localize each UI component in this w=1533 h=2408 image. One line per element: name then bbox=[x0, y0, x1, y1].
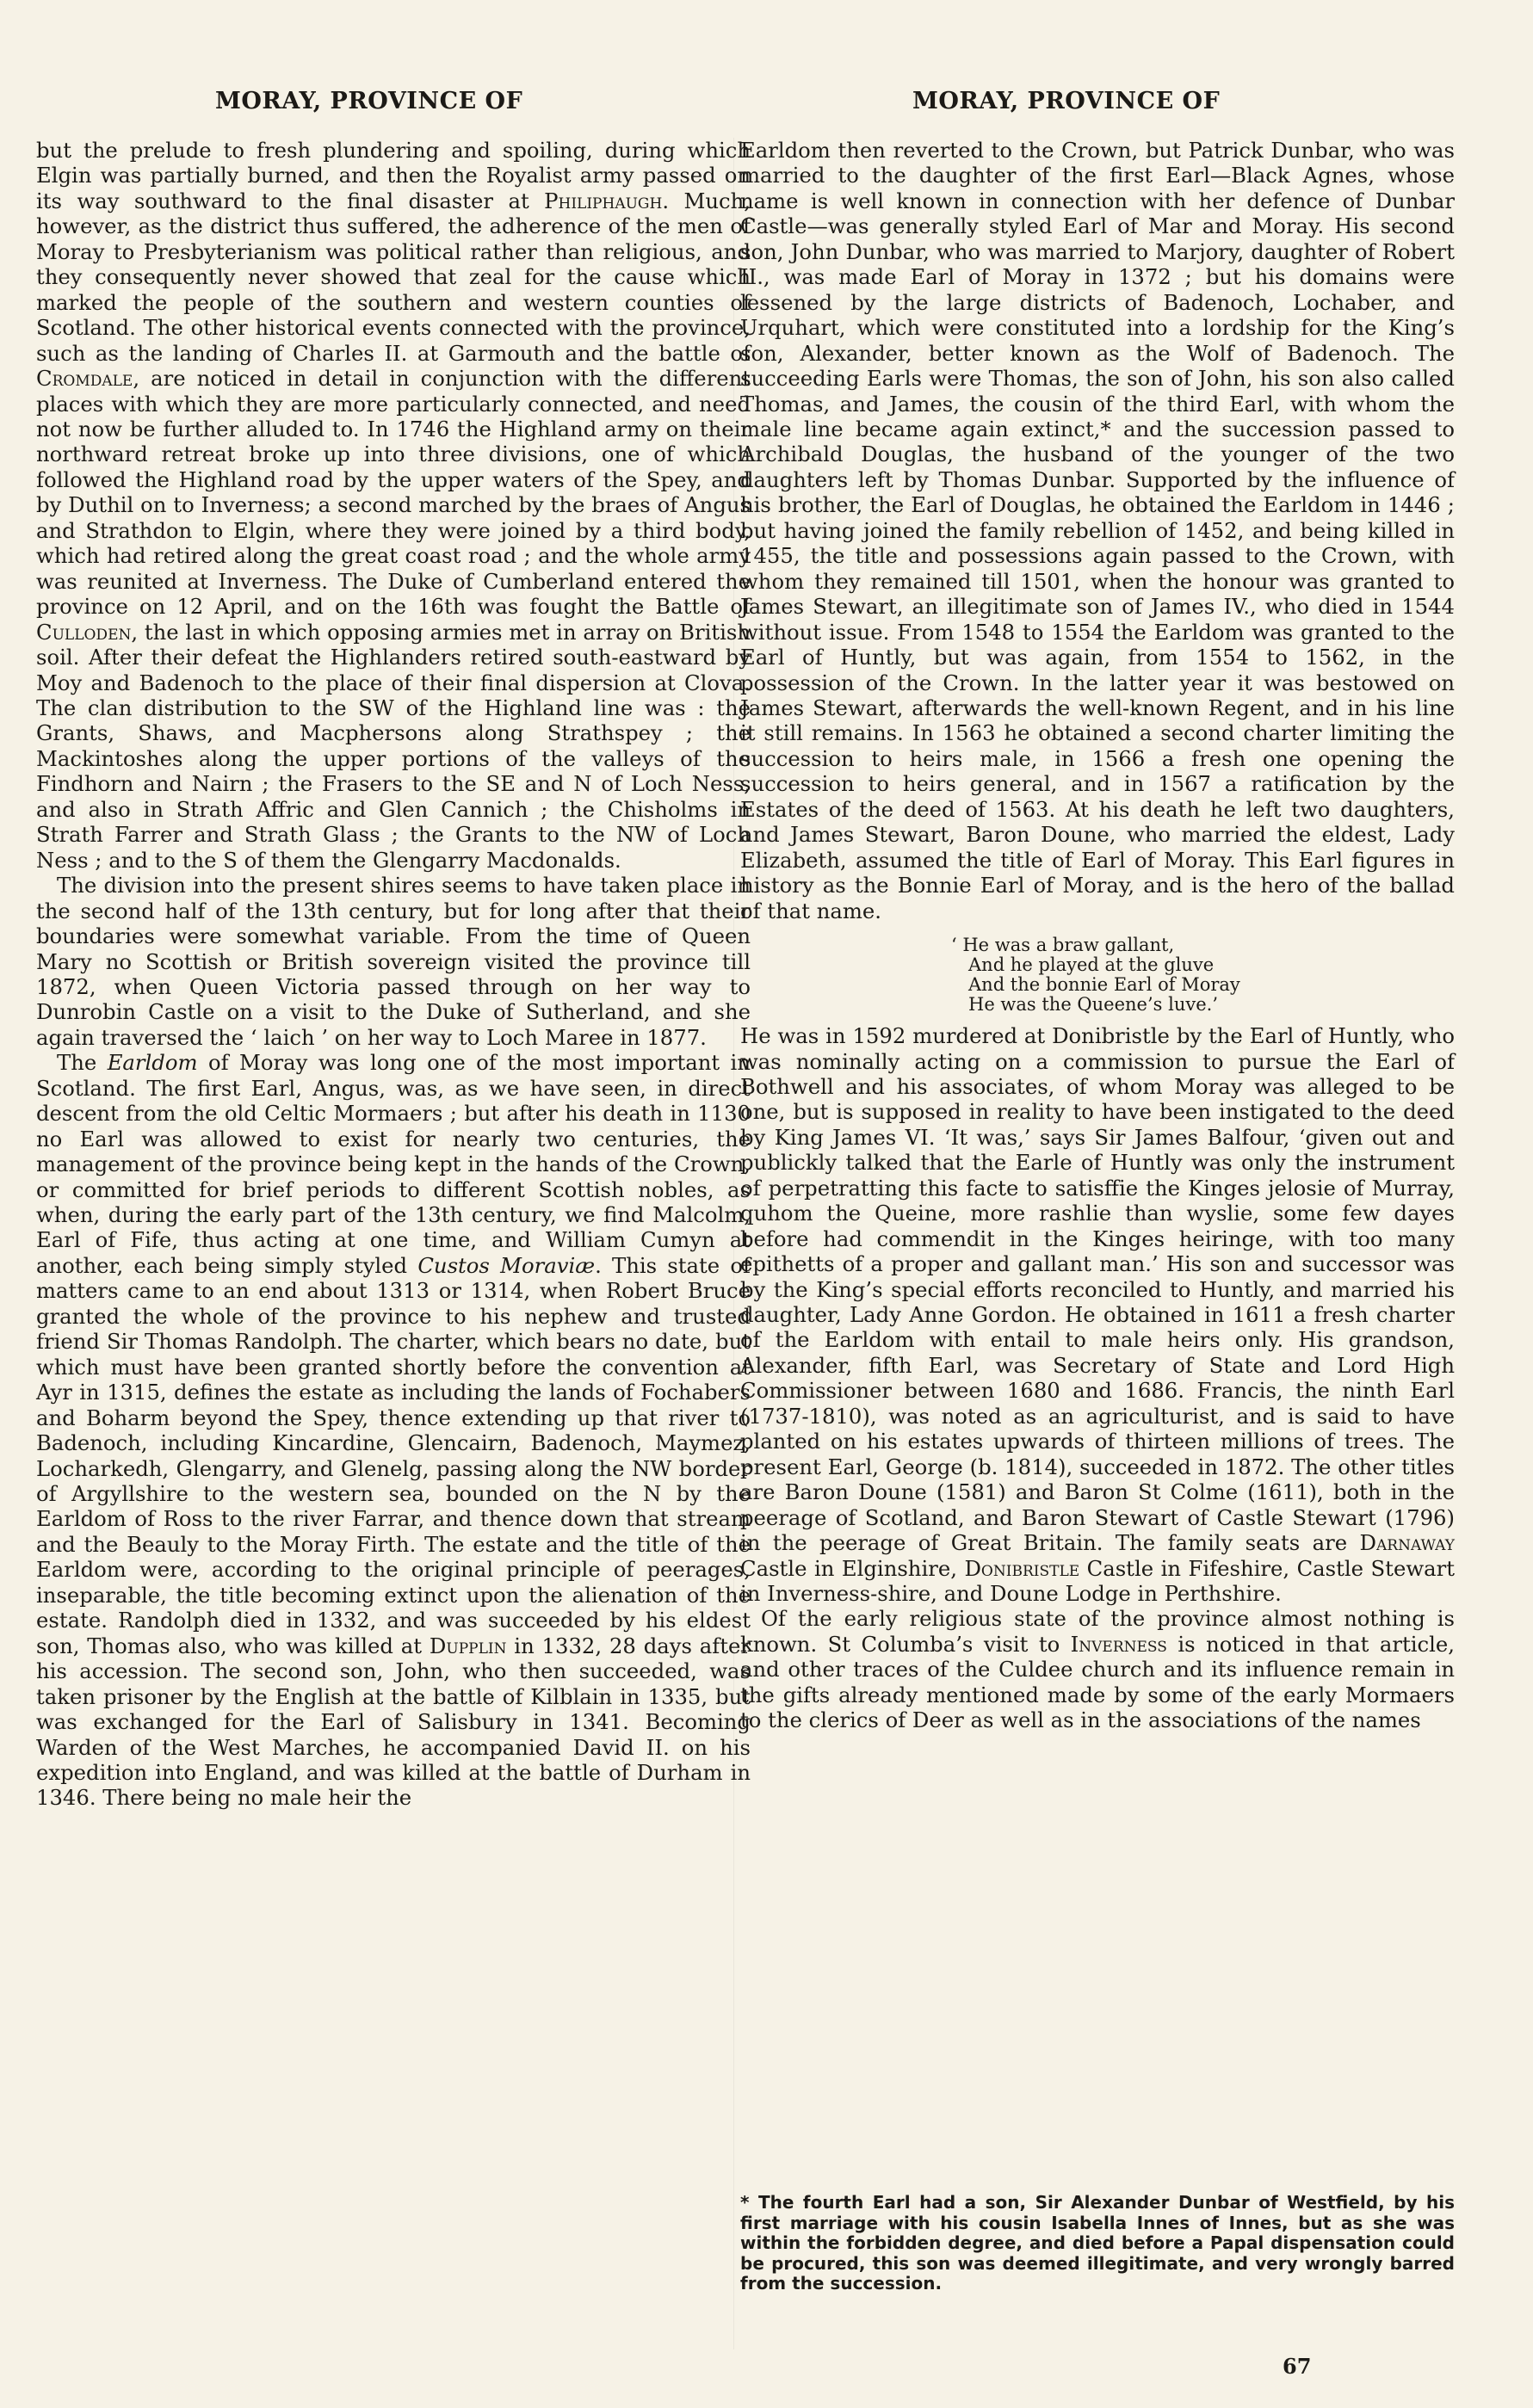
text-run: He was in 1592 murdered at Donibristle by the Earl of Huntly, who was nominally acting on a commission to pursue the Earl of Bothwell and his associates, of whom Moray was alleged to be one, but is supposed in reality to have been instigated to the deed by King James VI. ‘It was,’ says Sir James Balfour, ‘given out and publickly talked that the Earle of Huntly was only the instrument of perpetratting this facte to satisffie the Kinges jelosie of Murray, quhom the Queine, more rashlie than wyslie, some few dayes before had commendit in the Kinges heiringe, with too many epithetts of a proper and gallant man.’ His son and successor was by the King’s special efforts reconciled to Huntly, and married his daughter, Lady Anne Gordon. He obtained in 1611 a fresh charter of the Earldom with entail to male heirs only. His grandson, Alexander, fifth Earl, was Secretary of State and Lord High Commissioner between 1680 and 1686. Francis, the ninth Earl (1737-1810), was noted as an agriculturist, and is said to have planted on his estates upwards of thirteen millions of trees. The present Earl, George (b. 1814), succeeded in 1872. The other titles are Baron Doune (1581) and Baron St Colme (1611), both in the peerage of Scotland, and Baron Stewart of Castle Stewart (1796) in the peerage of Great Britain. The family seats are bbox=[740, 1023, 1455, 1556]
text-run: Castle in Elginshire, bbox=[740, 1555, 965, 1581]
ballad-verse bbox=[740, 935, 1455, 1015]
footnote: * The fourth Earl had a son, Sir Alexander Dunbar of Westfield, by his first marriage with his cousin Isabella Innes of Innes, but as she was within the forbidden degree, and died before a Papal dispensation could be procured, this son was deemed illegitimate, and very wrongly barred from the succession. bbox=[740, 2192, 1455, 2294]
text-run: Castle in Fifeshire, Castle Stewart in Inverness-shire, and Doune Lodge in Perthshire. bbox=[740, 1555, 1455, 1607]
running-header-right: MORAY, PROVINCE OF bbox=[912, 88, 1221, 114]
paragraph: The division into the present shires seems to have taken place in the second half of the 13th century, but for long after that their boundaries were somewhat variable. From the time of Queen Mary no Scottish or British sovereign visited the province till 1872, when Queen Victoria passed through on her way to Dunrobin Castle on a visit to the Duke of Sutherland, and she again traversed the ‘ laich ’ on her way to Loch Maree in 1877. bbox=[36, 873, 751, 1050]
page-number: 67 bbox=[1283, 2354, 1312, 2379]
text-run: . This state of matters came to an end about 1313 or 1314, when Robert Bruce granted the whole of the province to his nephew and trusted friend Sir Thomas Randolph. The charter, which bears no date, but which must have been granted shortly before the convention at Ayr in 1315, defines the estate as including the lands of Fochabers and Boharm beyond the Spey, thence extending up that river to Badenoch, including Kincardine, Glencairn, Badenoch, Maymez, Locharkedh, Glengarry, and Glenelg, passing along the NW border of Argyllshire to the western sea, bounded on the N by the Earldom of Ross to the river Farrar, and thence down that stream and the Beauly to the Moray Firth. The estate and the title of the Earldom were, according to the original principle of peerages, inseparable, the title becoming extinct upon the alienation of the estate. Randolph died in 1332, and was succeeded by his eldest son, Thomas also, who was killed at bbox=[36, 1252, 751, 1658]
place-reference: Philiphaugh bbox=[544, 188, 663, 213]
paragraph bbox=[740, 1023, 1455, 1606]
right-column bbox=[740, 138, 1455, 1733]
place-reference: Inverness bbox=[1070, 1631, 1167, 1657]
paragraph bbox=[36, 138, 751, 873]
text-run: The bbox=[57, 1050, 108, 1076]
paragraph: Earldom then reverted to the Crown, but Patrick Dunbar, who was married to the daughter of the first Earl—Black Agnes, whose name is well known in connection with her defence of Dunbar Castle—was generally styled Earl of Mar and Moray. His second son, John Dunbar, who was married to Marjory, daughter of Robert II., was made Earl of Moray in 1372 ; but his domains were lessened by the large districts of Badenoch, Lochaber, and Urquhart, which were constituted into a lordship for the King’s son, Alexander, better known as the Wolf of Badenoch. The succeeding Earls were Thomas, the son of John, his son also called Thomas, and James, the cousin of the third Earl, with whom the male line became again extinct,* and the succession passed to Archibald Douglas, the husband of the younger of the two daughters left by Thomas Dunbar. Supported by the influence of his brother, the Earl of Douglas, he obtained the Earldom in 1446 ; but having joined the family rebellion of 1452, and being killed in 1455, the title and possessions again passed to the Crown, with whom they remained till 1501, when the honour was granted to James Stewart, an illegitimate son of James IV., who died in 1544 without issue. From 1548 to 1554 the Earldom was granted to the Earl of Huntly, but was again, from 1554 to 1562, in the possession of the Crown. In the latter year it was bestowed on James Stewart, afterwards the well-known Regent, and in his line it still remains. In 1563 he obtained a second charter limiting the succession to heirs male, in 1566 a fresh one opening the succession to heirs general, and in 1567 a ratification by the Estates of the deed of 1563. At his death he left two daughters, and James Stewart, Baron Doune, who married the eldest, Lady Elizabeth, assumed the title of Earl of Moray. This Earl figures in history as the Bonnie Earl of Moray, and is the hero of the ballad of that name. bbox=[740, 138, 1455, 923]
text-run: , are noticed in detail in conjunction with the different places with which they are more particularly connected, and need not now be further alluded to. In 1746 the Highland army on their northward retreat broke up into three divisions, one of which followed the Highland road by the upper waters of the Spey, and by Duthil on to Inverness; a second marched by the braes of Angus and Strathdon to Elgin, where they were joined by a third body, which had retired along the great coast road ; and the whole army was reunited at Inverness. The Duke of Cumberland entered the province on 12 April, and on the 16th was fought the Battle of bbox=[36, 366, 751, 620]
place-reference: Dupplin bbox=[429, 1633, 507, 1658]
text-run: , the last in which opposing armies met in array on British soil. After their defeat the Highlanders retired south-eastward by Moy and Badenoch to the place of their final dispersion at Clova. The clan distribution to the SW of the Highland line was : the Grants, Shaws, and Macphersons along Strathspey ; the Mackintoshes along the upper portions of the valleys of the Findhorn and Nairn ; the Frasers to the SE and N of Loch Ness, and also in Strath Affric and Glen Cannich ; the Chisholms in Strath Farrer and Strath Glass ; the Grants to the NW of Loch Ness ; and to the S of them the Glengarry Macdonalds. bbox=[36, 619, 751, 873]
place-reference: Cromdale bbox=[36, 366, 133, 392]
running-header-left: MORAY, PROVINCE OF bbox=[215, 88, 523, 114]
verse-line: And he played at the gluve bbox=[968, 954, 1215, 976]
text-run: . Much, however, as the district thus suffered, the adherence of the men of Moray to Presbyterianism was political rather than religious, and they consequently never showed that zeal for the cause which marked the people of the southern and western counties of Scotland. The other historical events connected with the province, such as the landing of Charles II. at Garmouth and the battle of bbox=[36, 188, 751, 366]
paragraph bbox=[740, 1606, 1455, 1732]
text-run: in 1332, 28 days after his accession. The second son, John, who then succeeded, was taken prisoner by the English at the battle of Kilblain in 1335, but was exchanged for the Earl of Salisbury in 1341. Becoming Warden of the West Marches, he accompanied David II. on his expedition into England, and was killed at the battle of Durham in 1346. There being no male heir the bbox=[36, 1633, 751, 1811]
text-run: of Moray was long one of the most important in Scotland. The first Earl, Angus, was, as we have seen, in direct descent from the old Celtic Mormaers ; but after his death in 1130 no Earl was allowed to exist for nearly two centuries, the management of the province being kept in the hands of the Crown, or committed for brief periods to different Scottish nobles, as when, during the early part of the 13th century, we find Malcolm, Earl of Fife, thus acting at one time, and William Cumyn at another, each being simply styled bbox=[36, 1050, 751, 1278]
left-column bbox=[36, 138, 751, 1811]
italic-term: Earldom bbox=[107, 1050, 198, 1076]
text-run: Of the early religious state of the province almost nothing is known. St Columba’s visit to bbox=[740, 1606, 1455, 1657]
italic-term: Custos Moraviæ bbox=[417, 1252, 596, 1278]
text-run: is noticed in that article, and other traces of the Culdee church and its influence remain in the gifts already mentioned made by some of the early Mormaers to the clerics of Deer as well as in the associations of the names bbox=[740, 1631, 1455, 1733]
verse-line: He was the Queene’s luve.’ bbox=[968, 994, 1218, 1016]
text-run: but the prelude to fresh plundering and spoiling, during which Elgin was partially burned, and then the Royalist army passed on its way southward to the final disaster at bbox=[36, 138, 751, 213]
place-reference: Darnaway bbox=[1359, 1530, 1455, 1556]
verse-line: And the bonnie Earl of Moray bbox=[968, 974, 1240, 996]
place-reference: Culloden bbox=[36, 619, 132, 645]
verse-line: ‘ He was a braw gallant, bbox=[951, 935, 1175, 956]
place-reference: Donibristle bbox=[964, 1555, 1080, 1581]
paragraph bbox=[36, 1050, 751, 1811]
